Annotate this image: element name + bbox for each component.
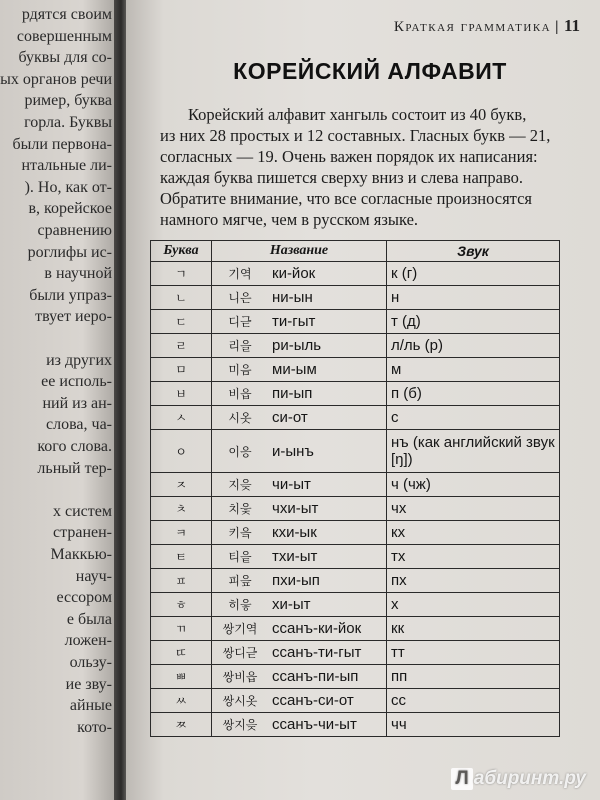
name-cell: ти-гыт	[268, 310, 387, 334]
name-cell: ссанъ-ти-гыт	[268, 641, 387, 665]
table-row	[151, 286, 560, 310]
labirint-logo-icon: Л	[451, 768, 472, 790]
hangul-name-cell: 쌍디귿	[212, 641, 269, 665]
sound-cell: чч	[387, 713, 560, 737]
letter-cell: ㄷ	[151, 310, 212, 334]
left-page-line: кото-	[77, 718, 112, 736]
intro-paragraph	[160, 104, 580, 230]
letter-cell: ㅊ	[151, 497, 212, 521]
hangul-name-cell: 치읓	[212, 497, 269, 521]
hangul-name-cell: 비읍	[212, 382, 269, 406]
page-number: 11	[563, 16, 580, 35]
name-cell: чи-ыт	[268, 473, 387, 497]
left-page-line: в научной	[44, 265, 112, 283]
intro-line: Обратите внимание, что все согласные произносятся	[160, 189, 532, 208]
letter-cell: ㅎ	[151, 593, 212, 617]
table-row	[151, 545, 560, 569]
sound-cell: чх	[387, 497, 560, 521]
left-page-line: горла. Буквы	[24, 114, 112, 131]
letter-cell: ㄹ	[151, 334, 212, 358]
letter-cell: ㅃ	[151, 665, 212, 689]
left-page-line: ний из ан-	[42, 394, 112, 412]
table-row	[151, 641, 560, 665]
name-cell: чхи-ыт	[268, 497, 387, 521]
left-page-line: нтальные ли-	[21, 157, 112, 175]
name-cell: ссанъ-си-от	[268, 689, 387, 713]
table-row	[151, 382, 560, 406]
left-page-line: буквы для со-	[18, 49, 112, 67]
name-cell: ссанъ-чи-ыт	[268, 713, 387, 737]
table-row	[151, 497, 560, 521]
intro-line: каждая буква пишется сверху вниз и слева направо.	[160, 168, 524, 187]
left-page-line: ие зву-	[65, 675, 112, 693]
letter-cell: ㅍ	[151, 569, 212, 593]
left-page-line: ример, буква	[24, 92, 112, 110]
left-page-line: из других	[46, 351, 112, 369]
table-row	[151, 406, 560, 430]
intro-line: из них 28 простых и 12 составных. Гласных букв — 21,	[160, 126, 551, 145]
left-page	[0, 0, 118, 800]
letter-cell: ㄱ	[151, 262, 212, 286]
left-page-line: ользу-	[69, 654, 112, 671]
letter-cell: ㅌ	[151, 545, 212, 569]
name-cell: ки-йок	[268, 262, 387, 286]
letter-cell: ㅁ	[151, 358, 212, 382]
table-row	[151, 310, 560, 334]
letter-cell: ㅂ	[151, 382, 212, 406]
sound-cell: н	[387, 286, 560, 310]
page-title: КОРЕЙСКИЙ АЛФАВИТ	[233, 58, 507, 84]
left-page-line: совершенным	[16, 27, 112, 45]
sound-cell: к (г)	[387, 262, 560, 286]
name-cell: хи-ыт	[268, 593, 387, 617]
sound-cell: х	[387, 593, 560, 617]
sound-cell: ч (чж)	[387, 473, 560, 497]
left-page-line: ). Но, как от-	[24, 178, 112, 196]
letter-cell: ㄴ	[151, 286, 212, 310]
name-cell: ссанъ-ки-йок	[268, 617, 387, 641]
letter-cell: ㅅ	[151, 406, 212, 430]
running-head-separator: |	[555, 19, 560, 35]
table-row	[151, 689, 560, 713]
sound-cell: пх	[387, 569, 560, 593]
intro-line: намного мягче, чем в русском языке.	[160, 210, 419, 229]
watermark-text: абиринт.ру	[473, 768, 586, 789]
letter-cell: ㅈ	[151, 473, 212, 497]
letter-cell: ㄲ	[151, 617, 212, 641]
letter-cell: ㅋ	[151, 521, 212, 545]
intro-line: Корейский алфавит хангыль состоит из 40 букв,	[188, 105, 527, 124]
name-cell: тхи-ыт	[268, 545, 387, 569]
table-row	[151, 358, 560, 382]
header-letter: Буква	[151, 241, 212, 262]
left-page-line: ых органов речи	[0, 70, 112, 88]
running-head-title: Краткая грамматика	[393, 19, 552, 35]
hangul-name-cell: 피읖	[212, 569, 269, 593]
left-page-line: льный тер-	[37, 459, 112, 477]
name-cell: пи-ып	[268, 382, 387, 406]
sound-cell: кк	[387, 617, 560, 641]
hangul-name-cell: 키읔	[212, 521, 269, 545]
name-cell: ри-ыль	[268, 334, 387, 358]
header-name: Название	[212, 241, 387, 262]
hangul-name-cell: 쌍지읒	[212, 713, 269, 737]
table-row	[151, 593, 560, 617]
left-page-line: ее исполь-	[41, 373, 112, 391]
left-page-line: х систем	[53, 502, 112, 520]
left-page-line: рдятся своим	[21, 6, 112, 23]
sound-cell: сс	[387, 689, 560, 713]
left-page-line: кого слова.	[37, 438, 112, 455]
table-row	[151, 334, 560, 358]
running-head	[210, 16, 580, 36]
left-page-line: айные	[69, 697, 112, 715]
table-row	[151, 262, 560, 286]
intro-line: согласных — 19. Очень важен порядок их написания:	[160, 147, 538, 166]
hangul-name-cell: 니은	[212, 286, 269, 310]
name-cell: кхи-ык	[268, 521, 387, 545]
name-cell: си-от	[268, 406, 387, 430]
sound-cell: с	[387, 406, 560, 430]
name-cell: пхи-ып	[268, 569, 387, 593]
table-row	[151, 430, 560, 473]
letter-cell: ㅉ	[151, 713, 212, 737]
hangul-name-cell: 쌍시옷	[212, 689, 269, 713]
name-cell: ми-ым	[268, 358, 387, 382]
letter-cell: ㄸ	[151, 641, 212, 665]
table-row	[151, 665, 560, 689]
table-row	[151, 569, 560, 593]
left-page-line: были упраз-	[29, 286, 112, 304]
sound-cell: тх	[387, 545, 560, 569]
alphabet-table	[150, 240, 560, 737]
sound-cell: м	[387, 358, 560, 382]
hangul-name-cell: 시옷	[212, 406, 269, 430]
left-page-line: науч-	[75, 567, 112, 585]
sound-cell: л/ль (р)	[387, 334, 560, 358]
left-page-line: слова, ча-	[45, 416, 112, 434]
left-page-line: ессором	[56, 589, 112, 607]
table-row	[151, 617, 560, 641]
labirint-watermark	[451, 768, 586, 790]
hangul-name-cell: 티읕	[212, 545, 269, 569]
left-page-line: е была	[66, 610, 112, 628]
hangul-name-cell: 리을	[212, 334, 269, 358]
left-page-line: были первона-	[12, 135, 112, 153]
sound-cell: т (д)	[387, 310, 560, 334]
hangul-name-cell: 미음	[212, 358, 269, 382]
hangul-name-cell: 지읒	[212, 473, 269, 497]
letter-cell: ㅆ	[151, 689, 212, 713]
header-sound: Звук	[387, 241, 560, 262]
letter-cell: ㅇ	[151, 430, 212, 473]
left-page-line: странен-	[53, 524, 112, 542]
sound-cell: нъ (как английский звук [ŋ])	[387, 430, 560, 473]
table-row	[151, 473, 560, 497]
hangul-name-cell: 히읗	[212, 593, 269, 617]
name-cell: ни-ын	[268, 286, 387, 310]
left-page-line: сравнению	[37, 222, 112, 239]
sound-cell: тт	[387, 641, 560, 665]
left-page-line: Маккью-	[50, 546, 112, 563]
table-row	[151, 713, 560, 737]
sound-cell: кх	[387, 521, 560, 545]
hangul-name-cell: 기역	[212, 262, 269, 286]
hangul-name-cell: 쌍기역	[212, 617, 269, 641]
hangul-name-cell: 쌍비읍	[212, 665, 269, 689]
hangul-name-cell: 디귿	[212, 310, 269, 334]
left-page-line: роглифы ис-	[27, 243, 112, 261]
hangul-name-cell: 이응	[212, 430, 269, 473]
left-page-line: в, корейское	[28, 200, 112, 218]
sound-cell: п (б)	[387, 382, 560, 406]
sound-cell: пп	[387, 665, 560, 689]
name-cell: ссанъ-пи-ып	[268, 665, 387, 689]
table-row	[151, 521, 560, 545]
table-header-row	[151, 241, 560, 262]
name-cell: и-ынъ	[268, 430, 387, 473]
left-page-line: ложен-	[64, 632, 112, 650]
left-page-line: твует иеро-	[35, 308, 112, 326]
